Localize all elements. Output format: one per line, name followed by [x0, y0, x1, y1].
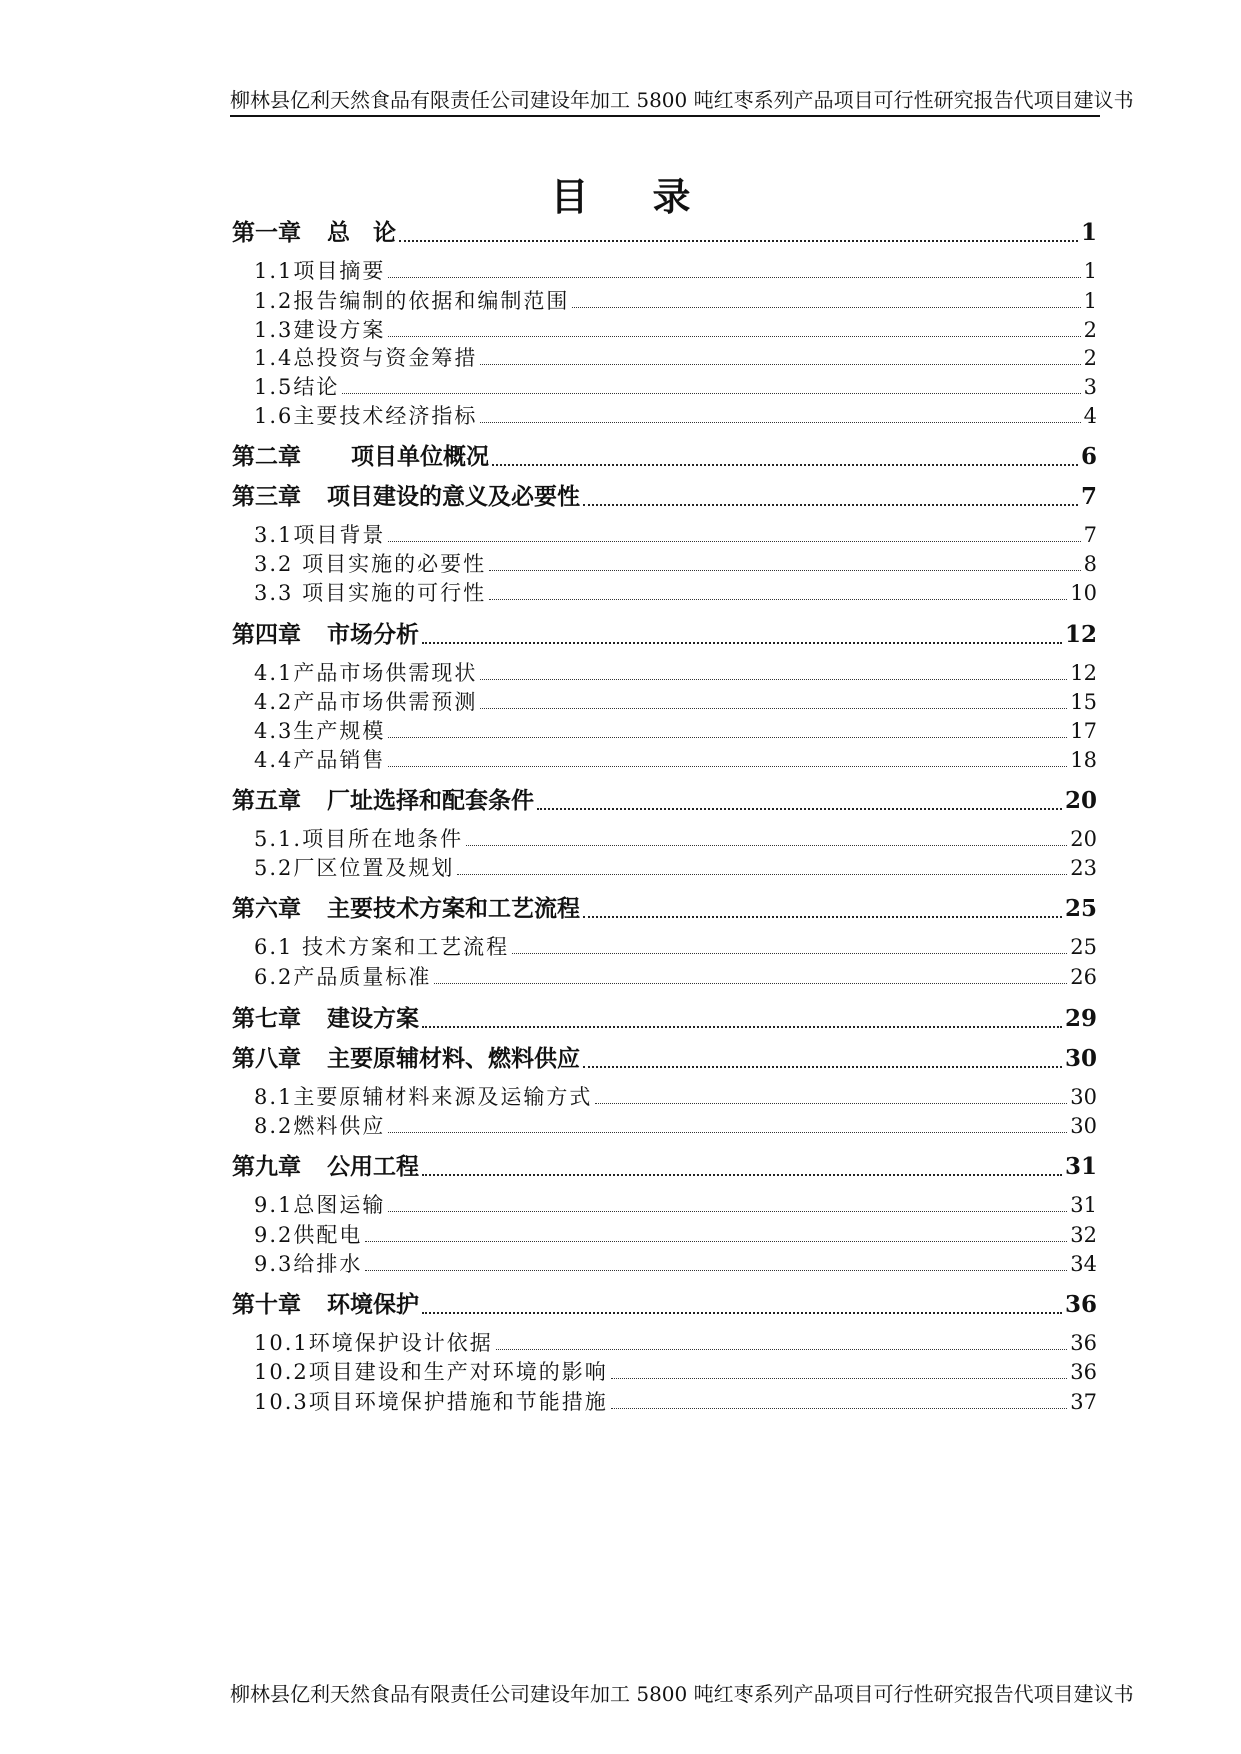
toc-page-number: 32 [1070, 1223, 1097, 1247]
toc-entry-label [254, 824, 463, 854]
toc-page-number: 12 [1070, 661, 1097, 685]
toc-entry-label [254, 401, 477, 431]
toc-page-number: 7 [1080, 483, 1097, 510]
toc-section-entry[interactable] [232, 687, 1097, 717]
toc-entry-title: 产品市场供需现状 [293, 661, 478, 685]
toc-page-number: 31 [1070, 1193, 1097, 1217]
toc-page-number: 30 [1064, 1045, 1097, 1072]
dot-leader [496, 1349, 1068, 1350]
toc-chapter-entry[interactable] [232, 440, 1097, 474]
toc-entry-number: 第十章 [232, 1291, 301, 1318]
dot-leader [480, 364, 1080, 365]
toc-page-number: 15 [1070, 690, 1097, 714]
toc-entry-number: 8.2 [254, 1114, 294, 1138]
toc-entry-number: 8.1 [254, 1085, 294, 1109]
toc-entry-label [254, 1357, 608, 1387]
toc-page-number: 20 [1064, 787, 1097, 814]
toc-entry-number: 1.6 [254, 404, 294, 428]
toc-entry-label [254, 1082, 592, 1112]
toc-entry-number: 第三章 [232, 483, 301, 510]
toc-entry-number: 9.1 [254, 1193, 294, 1217]
toc-entry-label [254, 962, 431, 992]
toc-page-number: 20 [1070, 827, 1097, 851]
toc-entry-label [232, 440, 489, 474]
toc-entry-number: 第五章 [232, 787, 301, 814]
toc-entry-label [254, 1328, 493, 1358]
toc-entry-label [254, 932, 509, 962]
toc-chapter-entry[interactable] [232, 1150, 1097, 1184]
toc-section-entry[interactable] [232, 1357, 1097, 1387]
toc-section-entry[interactable] [232, 520, 1097, 550]
toc-entry-number: 5.1. [254, 827, 303, 851]
toc-entry-number: 第二章 [232, 443, 301, 470]
toc-section-entry[interactable] [232, 932, 1097, 962]
toc-page-number: 36 [1070, 1331, 1097, 1355]
toc-section-entry[interactable] [232, 1387, 1097, 1417]
toc-entry-label [254, 745, 385, 775]
toc-page-number: 25 [1070, 935, 1097, 959]
toc-entry-number: 10.3 [254, 1390, 309, 1414]
dot-leader [489, 599, 1067, 600]
dot-leader [583, 916, 1062, 918]
toc-page-number: 1 [1083, 259, 1097, 283]
dot-leader [489, 570, 1081, 571]
toc-section-entry[interactable] [232, 1249, 1097, 1279]
toc-entry-label [232, 1042, 580, 1076]
toc-entry-title: 给排水 [293, 1252, 363, 1276]
toc-entry-label [254, 520, 385, 550]
toc-entry-label [232, 618, 419, 652]
toc-entry-title: 项目单位概况 [351, 443, 489, 470]
dot-leader [388, 737, 1067, 738]
toc-entry-number: 第四章 [232, 621, 301, 648]
dot-leader [388, 277, 1080, 278]
dot-leader [583, 1066, 1062, 1068]
table-of-contents [232, 0, 1097, 1754]
toc-entry-title: 项目建设的意义及必要性 [327, 483, 580, 510]
toc-entry-label [254, 343, 477, 373]
toc-entry-number: 10.1 [254, 1331, 309, 1355]
toc-section-entry[interactable] [232, 256, 1097, 286]
toc-entry-label [232, 1150, 419, 1184]
toc-page-number: 36 [1070, 1360, 1097, 1384]
toc-entry-title: 总图运输 [293, 1193, 386, 1217]
toc-entry-title: 市场分析 [327, 621, 419, 648]
dot-leader [537, 808, 1062, 810]
toc-page-number: 26 [1070, 965, 1097, 989]
toc-entry-title: 产品市场供需预测 [293, 690, 478, 714]
toc-entry-number: 4.4 [254, 748, 294, 772]
toc-section-entry[interactable] [232, 1190, 1097, 1220]
toc-entry-title: 项目背景 [293, 523, 386, 547]
toc-entry-number: 10.2 [254, 1360, 309, 1384]
toc-entry-number: 第一章 [232, 219, 301, 246]
toc-chapter-entry[interactable] [232, 1288, 1097, 1322]
toc-entry-number: 1.5 [254, 375, 294, 399]
toc-entry-label [254, 658, 477, 688]
toc-section-entry[interactable] [232, 372, 1097, 402]
dot-leader [422, 1026, 1062, 1028]
toc-section-entry[interactable] [232, 343, 1097, 373]
dot-leader [388, 336, 1080, 337]
toc-entry-label [254, 372, 339, 402]
dot-leader [480, 708, 1067, 709]
toc-section-entry[interactable] [232, 853, 1097, 883]
dot-leader [572, 307, 1080, 308]
dot-leader [399, 240, 1078, 242]
dot-leader [480, 422, 1080, 423]
dot-leader [422, 1174, 1062, 1176]
toc-entry-title: 主要原辅材料、燃料供应 [327, 1045, 580, 1072]
toc-entry-number: 1.4 [254, 346, 294, 370]
toc-entry-title: 主要技术经济指标 [293, 404, 478, 428]
toc-entry-title: 报告编制的依据和编制范围 [293, 289, 570, 313]
toc-section-entry[interactable] [232, 1111, 1097, 1141]
toc-entry-label [254, 315, 385, 345]
toc-chapter-entry[interactable] [232, 480, 1097, 514]
toc-page-number: 23 [1070, 856, 1097, 880]
dot-leader [388, 766, 1067, 767]
toc-entry-label [232, 1002, 419, 1036]
toc-chapter-entry[interactable] [232, 1042, 1097, 1076]
toc-entry-title: 项目实施的可行性 [293, 581, 487, 605]
toc-section-entry[interactable] [232, 1328, 1097, 1358]
dot-leader [388, 541, 1080, 542]
toc-section-entry[interactable] [232, 962, 1097, 992]
dot-leader [611, 1408, 1068, 1409]
toc-entry-number: 9.3 [254, 1252, 294, 1276]
toc-entry-number: 6.2 [254, 965, 294, 989]
toc-entry-number: 5.2 [254, 856, 294, 880]
toc-page-number: 2 [1083, 318, 1097, 342]
toc-entry-number: 第六章 [232, 895, 301, 922]
toc-entry-title: 项目环境保护措施和节能措施 [308, 1390, 608, 1414]
toc-entry-number: 9.2 [254, 1223, 294, 1247]
toc-entry-title: 生产规模 [293, 719, 386, 743]
toc-section-entry[interactable] [232, 549, 1097, 579]
toc-page-number: 10 [1070, 581, 1097, 605]
toc-page-number: 3 [1083, 375, 1097, 399]
toc-entry-title: 主要技术方案和工艺流程 [327, 895, 580, 922]
toc-entry-title: 项目建设和生产对环境的影响 [308, 1360, 608, 1384]
toc-entry-title: 项目所在地条件 [302, 827, 464, 851]
toc-entry-number: 3.1 [254, 523, 294, 547]
toc-page-number: 2 [1083, 346, 1097, 370]
toc-entry-title: 主要原辅材料来源及运输方式 [293, 1085, 593, 1109]
toc-page-number: 8 [1083, 552, 1097, 576]
toc-entry-label [254, 853, 454, 883]
toc-entry-label [232, 784, 534, 818]
toc-entry-title: 环境保护 [327, 1291, 419, 1318]
toc-page-number: 1 [1080, 219, 1097, 246]
toc-entry-label [254, 578, 486, 608]
toc-entry-label [232, 216, 396, 250]
toc-entry-number: 4.2 [254, 690, 294, 714]
toc-section-entry[interactable] [232, 1220, 1097, 1250]
toc-entry-title: 项目实施的必要性 [293, 552, 487, 576]
dot-leader [342, 393, 1080, 394]
toc-entry-label [232, 480, 580, 514]
toc-section-entry[interactable] [232, 578, 1097, 608]
running-footer: 柳林县亿利天然食品有限责任公司建设年加工 5800 吨红枣系列产品项目可行性研究报告代项目建议书 [230, 1682, 1134, 1706]
dot-leader [388, 1211, 1067, 1212]
toc-page-number: 18 [1070, 748, 1097, 772]
toc-entry-label [254, 256, 385, 286]
toc-entry-label [254, 286, 569, 316]
toc-page-number: 30 [1070, 1085, 1097, 1109]
dot-leader [492, 464, 1078, 466]
toc-chapter-entry[interactable] [232, 1002, 1097, 1036]
dot-leader [365, 1241, 1067, 1242]
toc-entry-label [254, 1111, 385, 1141]
toc-entry-number: 1.3 [254, 318, 294, 342]
toc-entry-title: 产品销售 [293, 748, 386, 772]
toc-section-entry[interactable] [232, 315, 1097, 345]
running-header: 柳林县亿利天然食品有限责任公司建设年加工 5800 吨红枣系列产品项目可行性研究报告代项目建议书 [230, 88, 1134, 112]
toc-section-entry[interactable] [232, 401, 1097, 431]
dot-leader [512, 953, 1067, 954]
toc-chapter-entry[interactable] [232, 892, 1097, 926]
toc-entry-title: 技术方案和工艺流程 [293, 935, 510, 959]
toc-entry-number: 4.3 [254, 719, 294, 743]
toc-entry-title: 环境保护设计依据 [308, 1331, 493, 1355]
dot-leader [595, 1103, 1067, 1104]
dot-leader [583, 504, 1078, 506]
toc-section-entry[interactable] [232, 1082, 1097, 1112]
toc-entry-number: 第七章 [232, 1005, 301, 1032]
dot-leader [457, 874, 1067, 875]
toc-chapter-entry[interactable] [232, 216, 1097, 250]
toc-entry-number: 3.2 [254, 552, 294, 576]
toc-entry-label [254, 1249, 362, 1279]
dot-leader [611, 1378, 1068, 1379]
toc-entry-label [254, 1190, 385, 1220]
toc-section-entry[interactable] [232, 824, 1097, 854]
toc-page-number: 4 [1083, 404, 1097, 428]
toc-entry-label [254, 687, 477, 717]
dot-leader [422, 1312, 1062, 1314]
toc-entry-number: 6.1 [254, 935, 294, 959]
toc-page-number: 17 [1070, 719, 1097, 743]
toc-entry-title: 燃料供应 [293, 1114, 386, 1138]
toc-section-entry[interactable] [232, 658, 1097, 688]
toc-entry-label [254, 1387, 608, 1417]
toc-entry-number: 第九章 [232, 1153, 301, 1180]
toc-entry-title: 项目摘要 [293, 259, 386, 283]
toc-page-number: 31 [1064, 1153, 1097, 1180]
toc-entry-label [254, 716, 385, 746]
page-title: 目录 [550, 174, 755, 219]
dot-leader [466, 845, 1067, 846]
toc-entry-label [254, 549, 486, 579]
toc-entry-label [232, 892, 580, 926]
toc-page-number: 7 [1083, 523, 1097, 547]
toc-entry-number: 1.1 [254, 259, 294, 283]
toc-entry-title: 公用工程 [327, 1153, 419, 1180]
toc-entry-title: 厂址选择和配套条件 [327, 787, 534, 814]
toc-entry-title: 供配电 [293, 1223, 363, 1247]
toc-chapter-entry[interactable] [232, 618, 1097, 652]
toc-entry-title: 建设方案 [327, 1005, 419, 1032]
toc-page-number: 6 [1080, 443, 1097, 470]
toc-entry-title: 厂区位置及规划 [293, 856, 455, 880]
toc-entry-label [254, 1220, 362, 1250]
toc-entry-title: 建设方案 [293, 318, 386, 342]
toc-entry-title: 结论 [293, 375, 340, 399]
toc-entry-title: 总投资与资金筹措 [293, 346, 478, 370]
toc-entry-number: 4.1 [254, 661, 294, 685]
toc-chapter-entry[interactable] [232, 784, 1097, 818]
toc-entry-number: 3.3 [254, 581, 294, 605]
toc-entry-title: 产品质量标准 [293, 965, 432, 989]
toc-entry-number: 1.2 [254, 289, 294, 313]
dot-leader [434, 983, 1067, 984]
dot-leader [388, 1132, 1067, 1133]
dot-leader [480, 679, 1067, 680]
toc-page-number: 30 [1070, 1114, 1097, 1138]
toc-entry-label [232, 1288, 419, 1322]
toc-page-number: 37 [1070, 1390, 1097, 1414]
toc-section-entry[interactable] [232, 745, 1097, 775]
toc-section-entry[interactable] [232, 716, 1097, 746]
toc-page-number: 1 [1083, 289, 1097, 313]
toc-page-number: 25 [1064, 895, 1097, 922]
toc-page-number: 29 [1064, 1005, 1097, 1032]
toc-section-entry[interactable] [232, 286, 1097, 316]
toc-page-number: 12 [1064, 621, 1097, 648]
dot-leader [365, 1270, 1067, 1271]
toc-page-number: 36 [1064, 1291, 1097, 1318]
toc-entry-title: 总 论 [327, 219, 396, 246]
toc-page-number: 34 [1070, 1252, 1097, 1276]
dot-leader [422, 642, 1062, 644]
toc-entry-number: 第八章 [232, 1045, 301, 1072]
